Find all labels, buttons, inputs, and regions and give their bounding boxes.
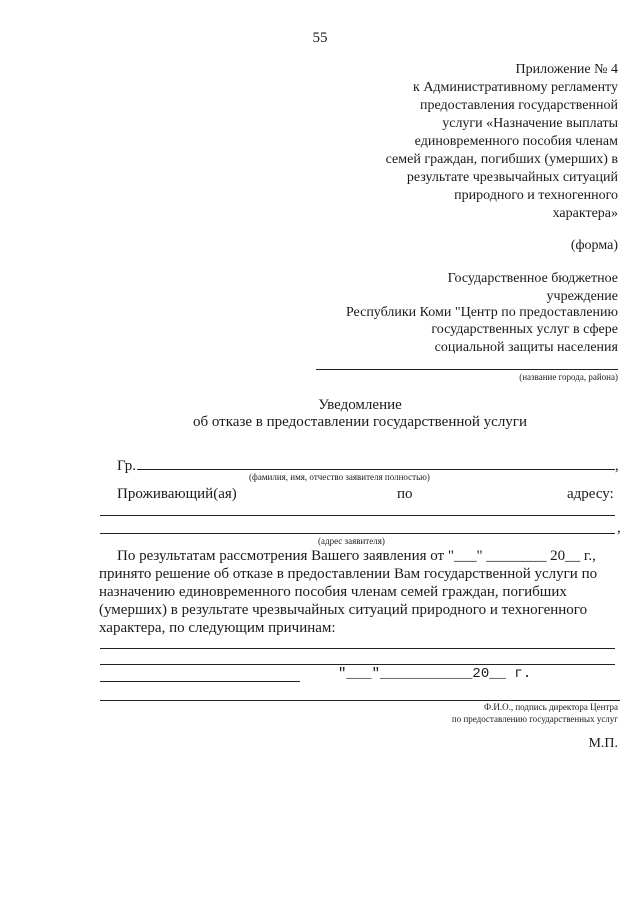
page-number: 55: [312, 30, 328, 46]
city-field-line[interactable]: [316, 369, 618, 370]
appendix-line: характера»: [552, 206, 618, 221]
institution-line: государственных услуг в сфере: [431, 322, 618, 337]
appendix-line: услуги «Назначение выплаты: [442, 116, 618, 131]
appendix-line: единовременного пособия членам: [414, 134, 618, 149]
notice-subtitle: об отказе в предоставлении государственной услуги: [192, 414, 527, 430]
residing-at: по: [397, 486, 413, 502]
reason-field-line-3[interactable]: [100, 681, 300, 682]
address-comma: ,: [617, 520, 621, 536]
address-label: адресу:: [567, 486, 614, 502]
appendix-line: семей граждан, погибших (умерших) в: [385, 152, 618, 167]
body-line: назначению единовременного пособия членам семей граждан, погибших: [99, 584, 567, 600]
institution-line: Республики Коми "Центр по предоставлению: [345, 305, 618, 320]
citizen-comma: ,: [615, 458, 619, 474]
city-caption: (название города, района): [519, 372, 618, 382]
appendix-line: Приложение № 4: [515, 62, 618, 77]
form-label: (форма): [570, 238, 618, 253]
signature-caption-1: Ф.И.О., подпись директора Центра: [483, 702, 618, 712]
body-line: (умерших) в результате чрезвычайных ситуаций природного и техногенного: [99, 602, 588, 618]
reason-field-line-2[interactable]: [100, 664, 615, 665]
residing-label: Проживающий(ая): [117, 486, 237, 502]
appendix-line: результате чрезвычайных ситуаций: [406, 170, 618, 185]
body-line: принято решение об отказе в предоставлении Вам государственной услуги по: [99, 566, 598, 582]
institution-line: социальной защиты населения: [434, 340, 618, 355]
institution-line: учреждение: [546, 289, 618, 304]
appendix-line: предоставления государственной: [419, 98, 618, 113]
citizen-name-caption: (фамилия, имя, отчество заявителя полностью): [249, 472, 430, 482]
appendix-line: к Административному регламенту: [413, 80, 618, 95]
citizen-name-field[interactable]: [137, 469, 615, 470]
citizen-prefix: Гр.: [117, 458, 136, 474]
signature-caption-2: по предоставлению государственных услуг: [451, 714, 618, 724]
institution-line: Государственное бюджетное: [447, 271, 618, 286]
signature-field-line[interactable]: [100, 700, 620, 701]
decision-date: "___"___________20__ г.: [338, 666, 532, 682]
address-caption: (адрес заявителя): [318, 536, 385, 546]
body-line: По результатам рассмотрения Вашего заявления от "___" ________ 20__ г.,: [117, 548, 596, 564]
body-line: характера, по следующим причинам:: [99, 620, 336, 636]
notice-title: Уведомление: [318, 397, 402, 413]
reason-field-line-1[interactable]: [100, 648, 615, 649]
stamp-label: М.П.: [588, 736, 618, 751]
address-field-line-2[interactable]: [100, 533, 615, 534]
appendix-line: природного и техногенного: [454, 188, 618, 203]
address-field-line-1[interactable]: [100, 515, 615, 516]
